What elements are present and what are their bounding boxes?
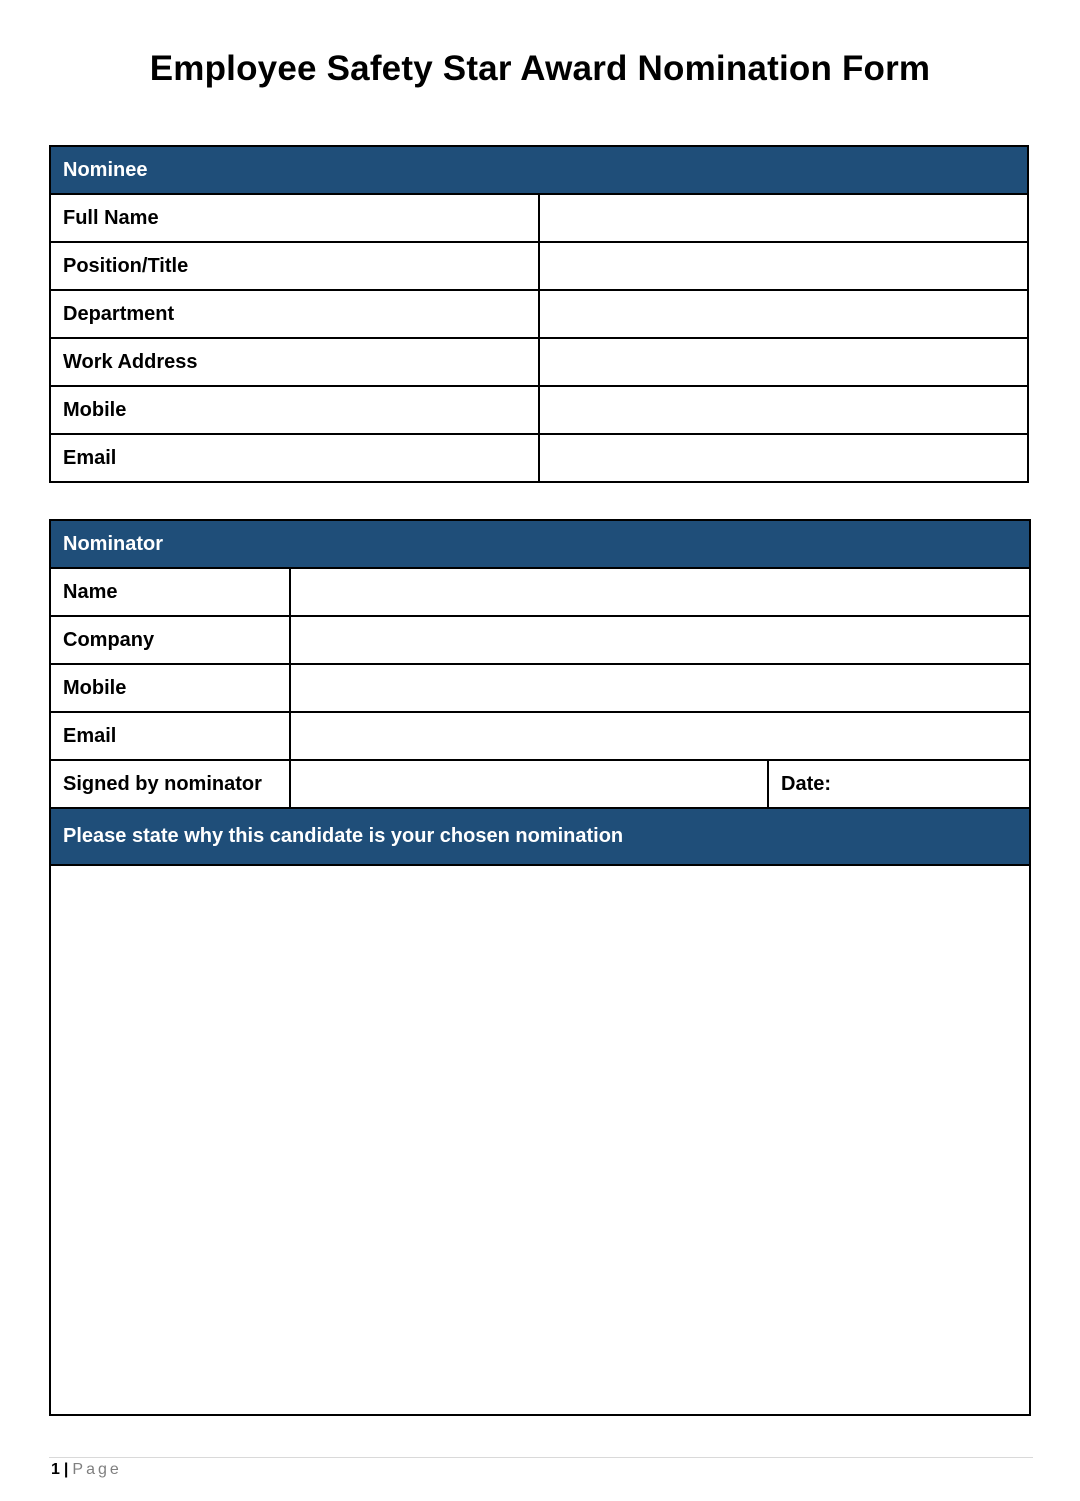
nominee-mobile-field[interactable] — [539, 386, 1028, 434]
signed-by-nominator-label: Signed by nominator — [50, 760, 290, 808]
footer-separator: | — [63, 1461, 69, 1478]
nominee-email-field[interactable] — [539, 434, 1028, 482]
reason-header: Please state why this candidate is your chosen nomination — [50, 808, 1030, 865]
nominator-name-field[interactable] — [290, 568, 1030, 616]
table-row — [50, 434, 1028, 482]
nominee-position-title-field[interactable] — [539, 242, 1028, 290]
date-label: Date: — [781, 772, 832, 795]
table-row — [50, 568, 1030, 616]
footer-divider — [49, 1457, 1033, 1458]
company-label: Company — [50, 616, 290, 664]
table-row — [50, 290, 1028, 338]
page-label: Page — [72, 1461, 122, 1478]
table-row — [50, 242, 1028, 290]
table-row — [50, 712, 1030, 760]
table-row — [50, 616, 1030, 664]
page-title: Employee Safety Star Award Nomination Form — [149, 49, 931, 88]
nominator-company-field[interactable] — [290, 616, 1030, 664]
signature-field[interactable] — [290, 760, 768, 808]
nominator-email-label: Email — [50, 712, 290, 760]
date-field[interactable] — [768, 760, 1030, 808]
nominator-table — [49, 519, 1031, 1416]
nominee-header: Nominee — [50, 146, 1028, 194]
nominator-header: Nominator — [50, 520, 1030, 568]
nominator-email-field[interactable] — [290, 712, 1030, 760]
nominee-full-name-field[interactable] — [539, 194, 1028, 242]
nominee-email-label: Email — [50, 434, 539, 482]
nominator-mobile-label: Mobile — [50, 664, 290, 712]
page-footer — [51, 1460, 122, 1480]
nominator-mobile-field[interactable] — [290, 664, 1030, 712]
nominee-work-address-field[interactable] — [539, 338, 1028, 386]
position-title-label: Position/Title — [50, 242, 539, 290]
table-row — [50, 386, 1028, 434]
full-name-label: Full Name — [50, 194, 539, 242]
work-address-label: Work Address — [50, 338, 539, 386]
nomination-reason-textarea[interactable] — [50, 865, 1030, 1415]
table-row — [50, 664, 1030, 712]
table-row — [50, 760, 1030, 808]
table-row — [50, 194, 1028, 242]
table-row — [50, 338, 1028, 386]
nominator-name-label: Name — [50, 568, 290, 616]
nominee-table — [49, 145, 1029, 483]
department-label: Department — [50, 290, 539, 338]
nominee-mobile-label: Mobile — [50, 386, 539, 434]
nominee-department-field[interactable] — [539, 290, 1028, 338]
page-number: 1 — [51, 1461, 60, 1478]
